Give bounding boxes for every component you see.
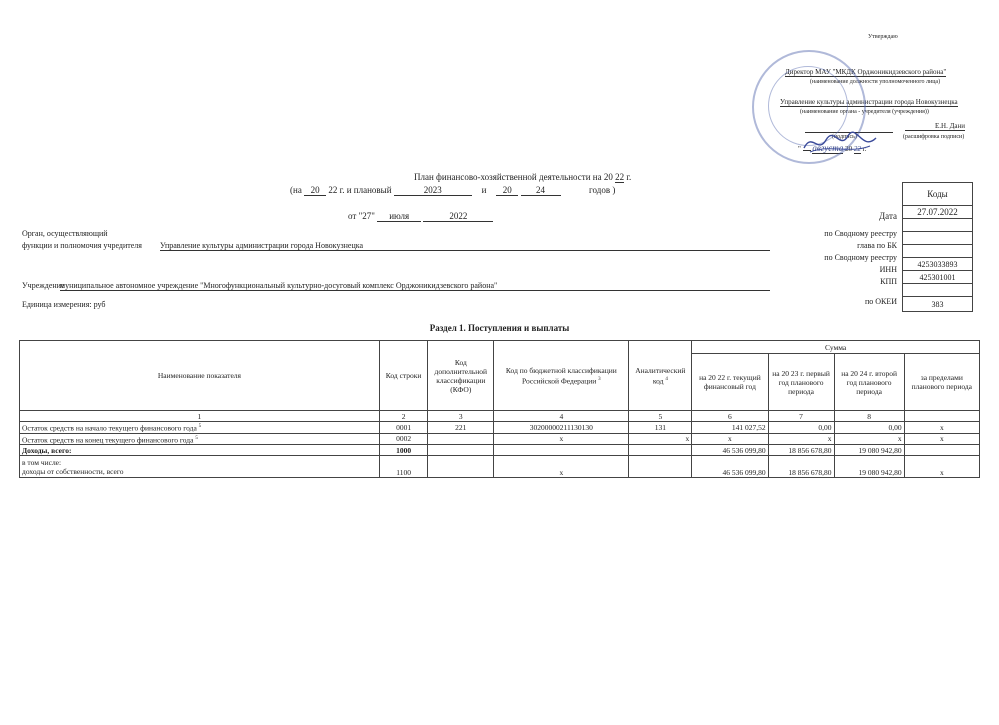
codes-date-value: 27.07.2022 [903, 206, 973, 219]
row-name [20, 422, 380, 434]
row-bk: 30200000211130130 [494, 422, 629, 434]
plan-year2: 24 [521, 185, 561, 196]
row-name-text: Остаток средств на начало текущего финансового года [22, 423, 197, 433]
approval-date-month: августа [812, 143, 844, 153]
row-code: 0002 [379, 433, 427, 445]
codes-okei-label: по ОКЕИ [864, 297, 897, 306]
row-p1: x [768, 433, 834, 445]
row-cur: x [692, 433, 768, 445]
col-name-header: Наименование показателя [20, 341, 380, 411]
row-bk [494, 445, 629, 456]
col-num: 2 [379, 411, 427, 422]
plan-century: 20 [496, 185, 518, 196]
plan-and: и [481, 185, 487, 195]
codes-kpp-label: КПП [880, 277, 897, 286]
row-cur: 46 536 099,80 [692, 456, 768, 478]
plan-years: годов [589, 185, 611, 195]
organ-value: Управление культуры администрации города Новокузнецка [160, 241, 770, 251]
signer-caption: (расшифровка подписи) [903, 134, 965, 140]
plan-na-century: 20 [304, 185, 326, 196]
approval-date-year: 22 [853, 145, 861, 153]
row-kfo [428, 433, 494, 445]
unit-label: Единица измерения: руб [22, 300, 106, 309]
row-name: Доходы, всего: [20, 445, 380, 456]
col-num: 7 [768, 411, 834, 422]
col-num: 6 [692, 411, 768, 422]
col-num [904, 411, 979, 422]
plan-title-suffix: г. [626, 172, 632, 182]
codes-inn-value: 4253033893 [903, 258, 973, 271]
row-beyond: x [904, 422, 979, 434]
col-sum-header: Сумма [692, 341, 980, 354]
institution-value: муниципальное автономное учреждение "Многофункциональный культурно-досуговый комплекс Орджоникидзевского района" [60, 281, 770, 291]
col-bk-header-sup: 3 [598, 376, 601, 382]
plan-na: (на [290, 185, 302, 195]
row-bk: x [494, 433, 629, 445]
col-bk-header [494, 341, 629, 411]
row-name-text2: доходы от собственности, всего [22, 466, 124, 476]
plan-title-text: План финансово-хозяйственной деятельности на 20 [414, 172, 613, 182]
plan-date-month: июля [377, 211, 421, 222]
handwritten-signature [800, 128, 880, 158]
table-row [20, 433, 980, 445]
col-kfo-header: Код дополнительной классификации (КФО) [428, 341, 494, 411]
section-title: Раздел 1. Поступления и выплаты [429, 323, 570, 333]
approve-word: Утверждаю [868, 34, 898, 40]
codes-reestr2-value [903, 245, 973, 258]
plan-subtitle [290, 185, 615, 196]
plan-years-close: ) [612, 185, 616, 195]
table-row [20, 456, 980, 478]
plan-title [414, 172, 631, 182]
receipts-table [19, 340, 980, 478]
codes-inn-label: ИНН [879, 265, 897, 274]
row-name-text: в том числе: [22, 457, 62, 467]
codes-table [902, 182, 973, 312]
row-kfo [428, 456, 494, 478]
signer-name: Е.Н. Дани [905, 122, 965, 131]
row-code: 1100 [379, 456, 427, 478]
approver-organ: Управление культуры администрации города Новокузнецка [780, 98, 958, 106]
organ-label2: функции и полномочия учредителя [22, 241, 142, 250]
row-name-text: Остаток средств на конец текущего финансового года [22, 435, 194, 444]
plan-date [348, 211, 493, 222]
plan-year1: 2023 [394, 185, 472, 196]
codes-reestr1-value [903, 219, 973, 232]
codes-reestr-label1: по Сводному реестру [824, 229, 897, 238]
codes-header: Коды [903, 183, 973, 206]
row-p1: 18 856 678,80 [768, 445, 834, 456]
col-beyond-header: за пределами планового периода [904, 354, 979, 411]
row-kfo: 221 [428, 422, 494, 434]
institution-label: Учреждение [22, 281, 65, 290]
codes-glava-value [903, 232, 973, 245]
col-anal-header-text: Аналитический код [635, 365, 686, 386]
approval-date-century: 20 [845, 145, 853, 153]
row-name [20, 456, 380, 478]
approver-position: Директор МАУ "МКДК Орджоникидзевского района" [785, 68, 947, 76]
position-caption: (наименование должности уполномоченного лица) [810, 79, 941, 85]
row-anal: 131 [629, 422, 692, 434]
col-num: 5 [629, 411, 692, 422]
row-p2: 0,00 [834, 422, 904, 434]
row-anal [629, 445, 692, 456]
col-code-header: Код строки [379, 341, 427, 411]
col-cur-header: на 20 22 г. текущий финансовый год [692, 354, 768, 411]
plan-date-from: от "27" [348, 211, 375, 221]
codes-glava-label: глава по БК [857, 241, 897, 250]
col-num: 1 [20, 411, 380, 422]
row-p2: 19 080 942,80 [834, 456, 904, 478]
row-beyond [904, 445, 979, 456]
col-p1-header: на 20 23 г. первый год планового периода [768, 354, 834, 411]
row-anal: x [629, 433, 692, 445]
col-p2-header: на 20 24 г. второй год планового периода [834, 354, 904, 411]
row-cur: 141 027,52 [692, 422, 768, 434]
codes-reestr-label2: по Сводному реестру [824, 253, 897, 262]
codes-empty-value [903, 284, 973, 297]
col-anal-header [629, 341, 692, 411]
col-numbers-row [20, 411, 980, 422]
row-anal [629, 456, 692, 478]
row-p2: x [834, 433, 904, 445]
col-bk-header-text: Код по бюджетной классификации Российской Федерации [505, 365, 617, 386]
col-num: 3 [428, 411, 494, 422]
col-num: 8 [834, 411, 904, 422]
approval-date-prefix: " [798, 145, 801, 153]
plan-na-suffix: 22 г. и плановый [328, 185, 392, 195]
signature-caption: (подпись) [832, 134, 857, 140]
codes-date-label: Дата [879, 211, 897, 221]
col-anal-header-sup: 4 [665, 376, 668, 382]
row-code: 1000 [379, 445, 427, 456]
row-p1: 0,00 [768, 422, 834, 434]
row-bk: x [494, 456, 629, 478]
row-name-sup: 5 [198, 424, 202, 429]
codes-kpp-value: 425301001 [903, 271, 973, 284]
row-name-sup: 5 [195, 435, 198, 441]
plan-title-year: 22 [615, 172, 625, 182]
codes-okei-value: 383 [903, 297, 973, 312]
organ-label1: Орган, осуществляющий [22, 229, 108, 238]
plan-date-year: 2022 [423, 211, 493, 222]
table-row [20, 445, 980, 456]
row-code: 0001 [379, 422, 427, 434]
row-cur: 46 536 099,80 [692, 445, 768, 456]
row-p1: 18 856 678,80 [768, 456, 834, 478]
table-row [20, 422, 980, 434]
col-num: 4 [494, 411, 629, 422]
row-beyond: x [904, 456, 979, 478]
row-beyond: x [904, 433, 979, 445]
row-name [20, 433, 380, 445]
organ-caption: (наименование органа - учредителя (учреждения)) [800, 109, 929, 115]
approval-date-suffix: г. [862, 145, 867, 153]
row-kfo [428, 445, 494, 456]
row-p2: 19 080 942,80 [834, 445, 904, 456]
